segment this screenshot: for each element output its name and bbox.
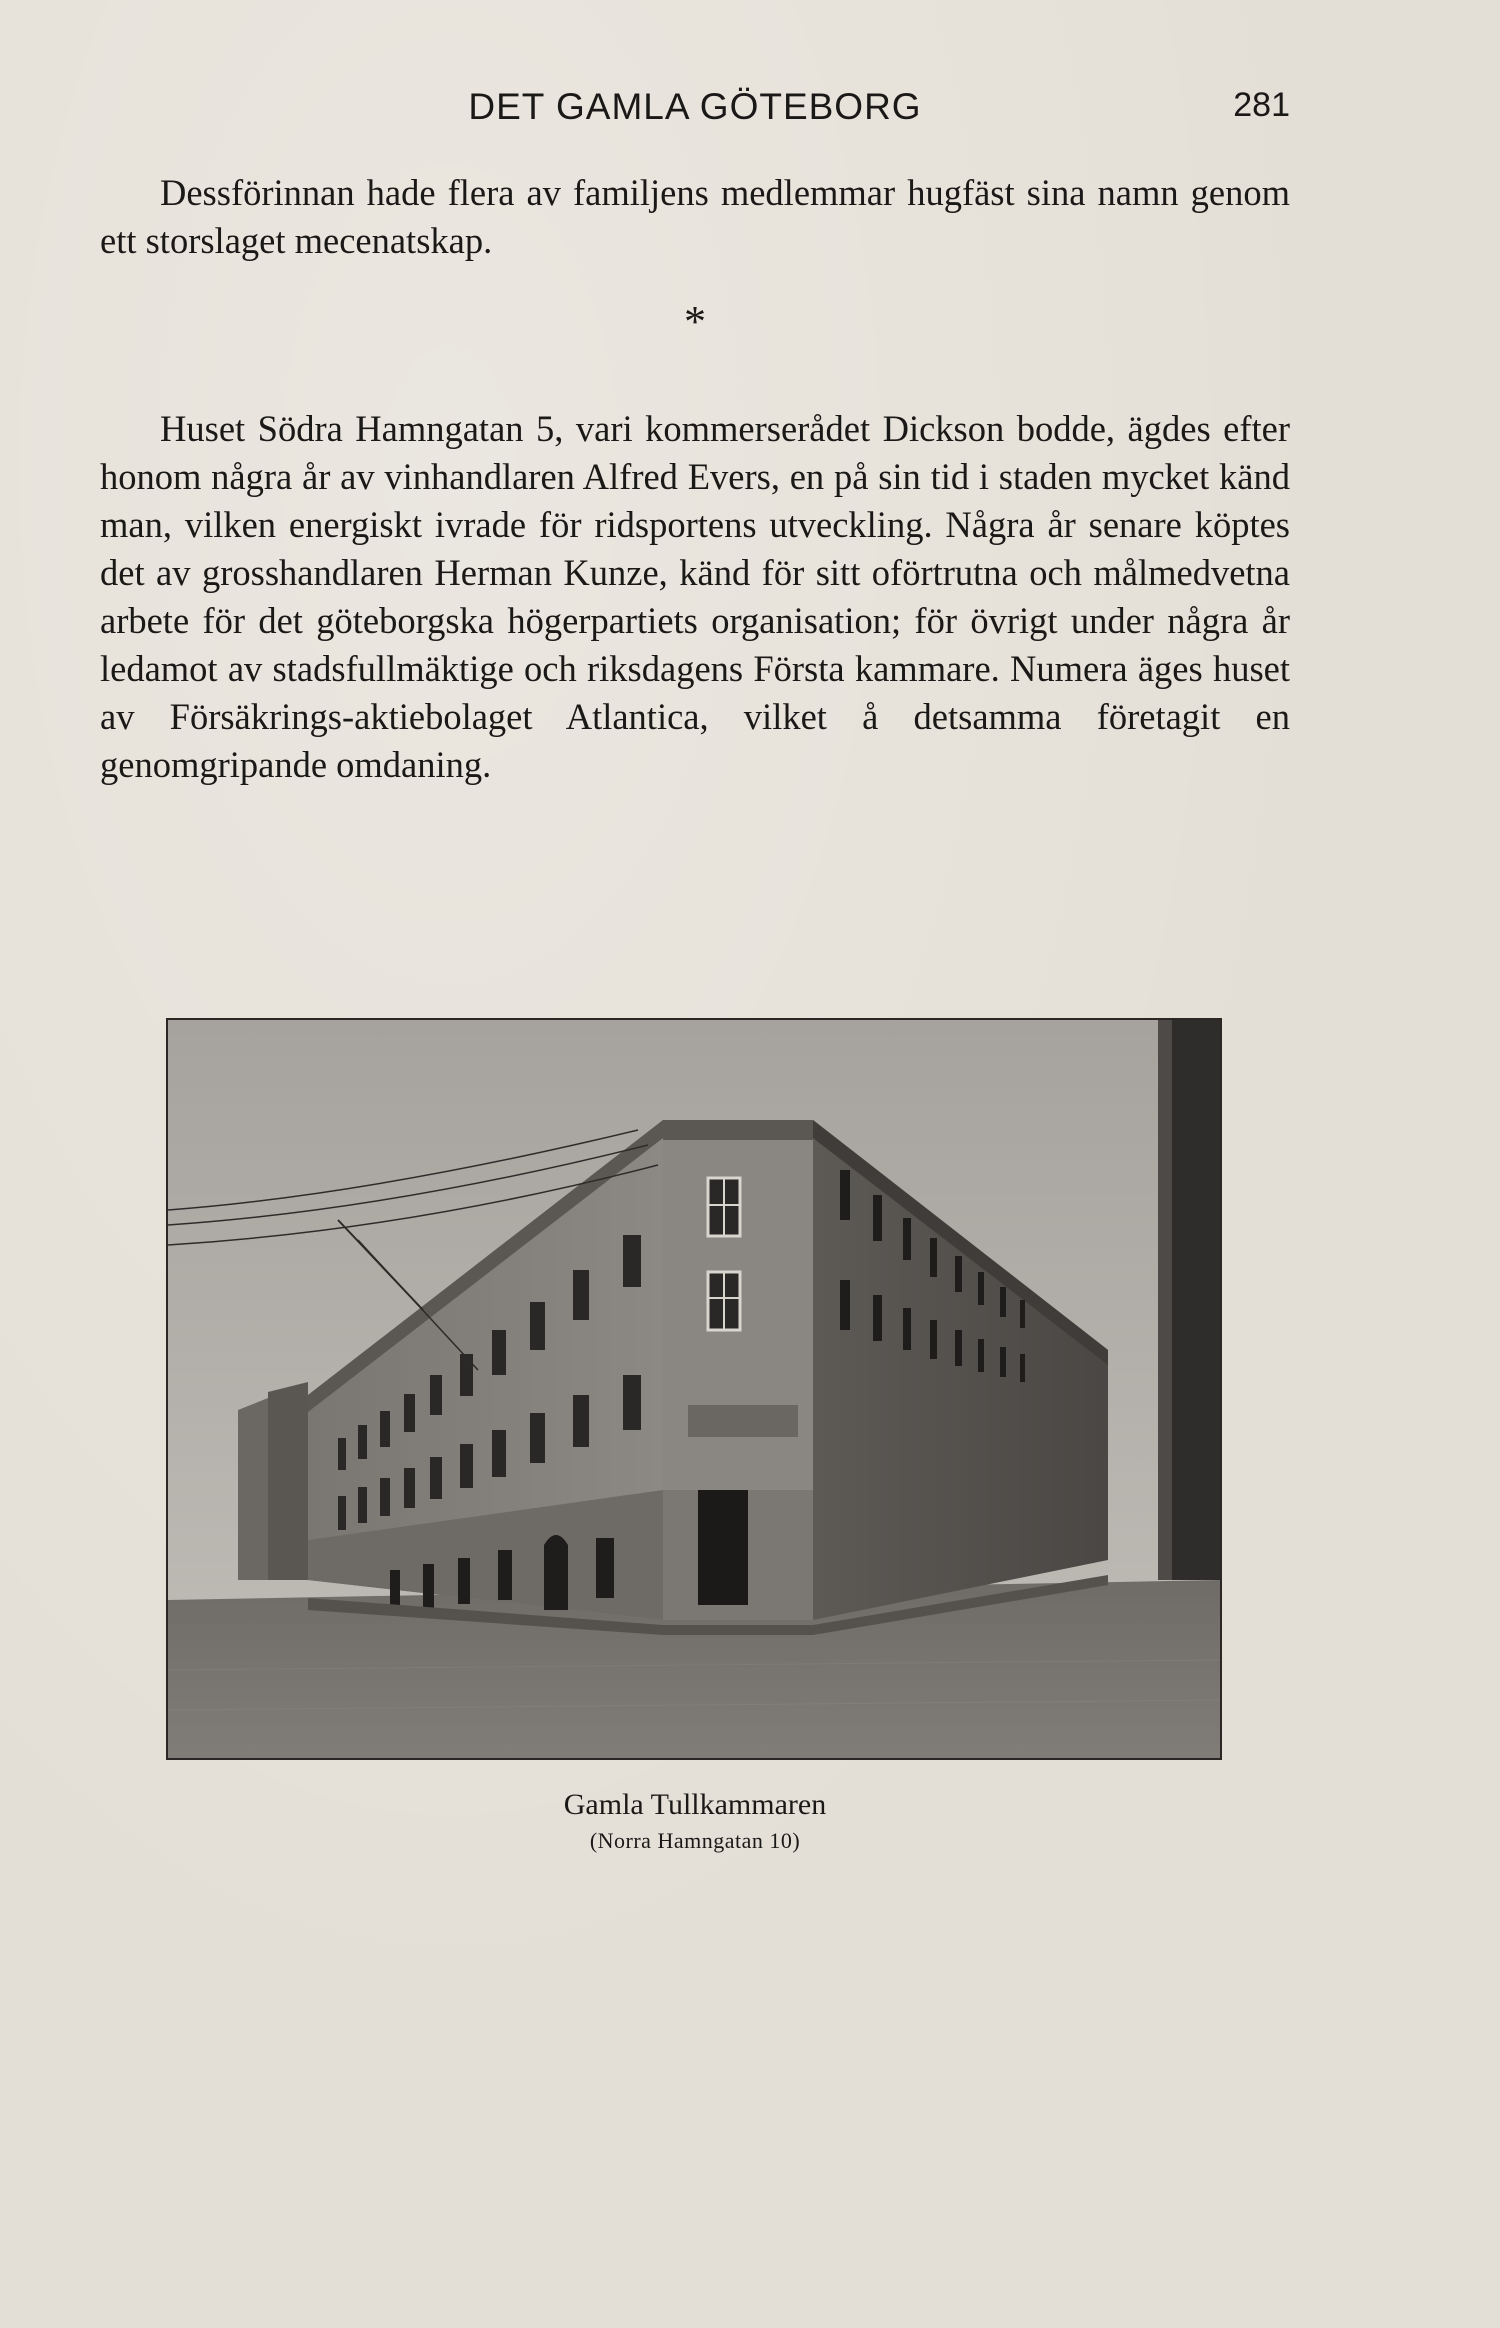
section-separator: * [684,297,706,346]
figure-subcaption: (Norra Hamngatan 10) [589,1828,801,1853]
page-number: 281 [1233,86,1290,124]
figure-caption: Gamla Tullkammaren [563,1788,827,1821]
photo-illustration [168,1020,1220,1758]
running-title: DET GAMLA GÖTEBORG [468,86,922,127]
paragraph: Huset Södra Hamngatan 5, vari kommerserådet Dickson bodde, ägdes efter honom några år av vinhandlaren Alfred Evers, en på sin tid i staden mycket känd man, vilken energiskt ivrade för ridsportens utveckling. Några år senare köptes det av grosshandlaren Herman Kunze, känd för sitt oförtrutna och målmedvetna arbete för det göteborgska högerpartiets organisation; för övrigt under några år ledamot av stadsfullmäktige och riksdagens Första kammare. Numera äges huset av Försäkrings-aktiebolaget Atlantica, vilket å detsamma företagit en genomgripande omdaning. [100,408,1290,785]
paragraph: Dessförinnan hade flera av familjens medlemmar hugfäst sina namn genom ett storslaget mecenatskap. [100,172,1290,261]
running-head [100,86,1290,136]
building-photograph [166,1018,1222,1760]
